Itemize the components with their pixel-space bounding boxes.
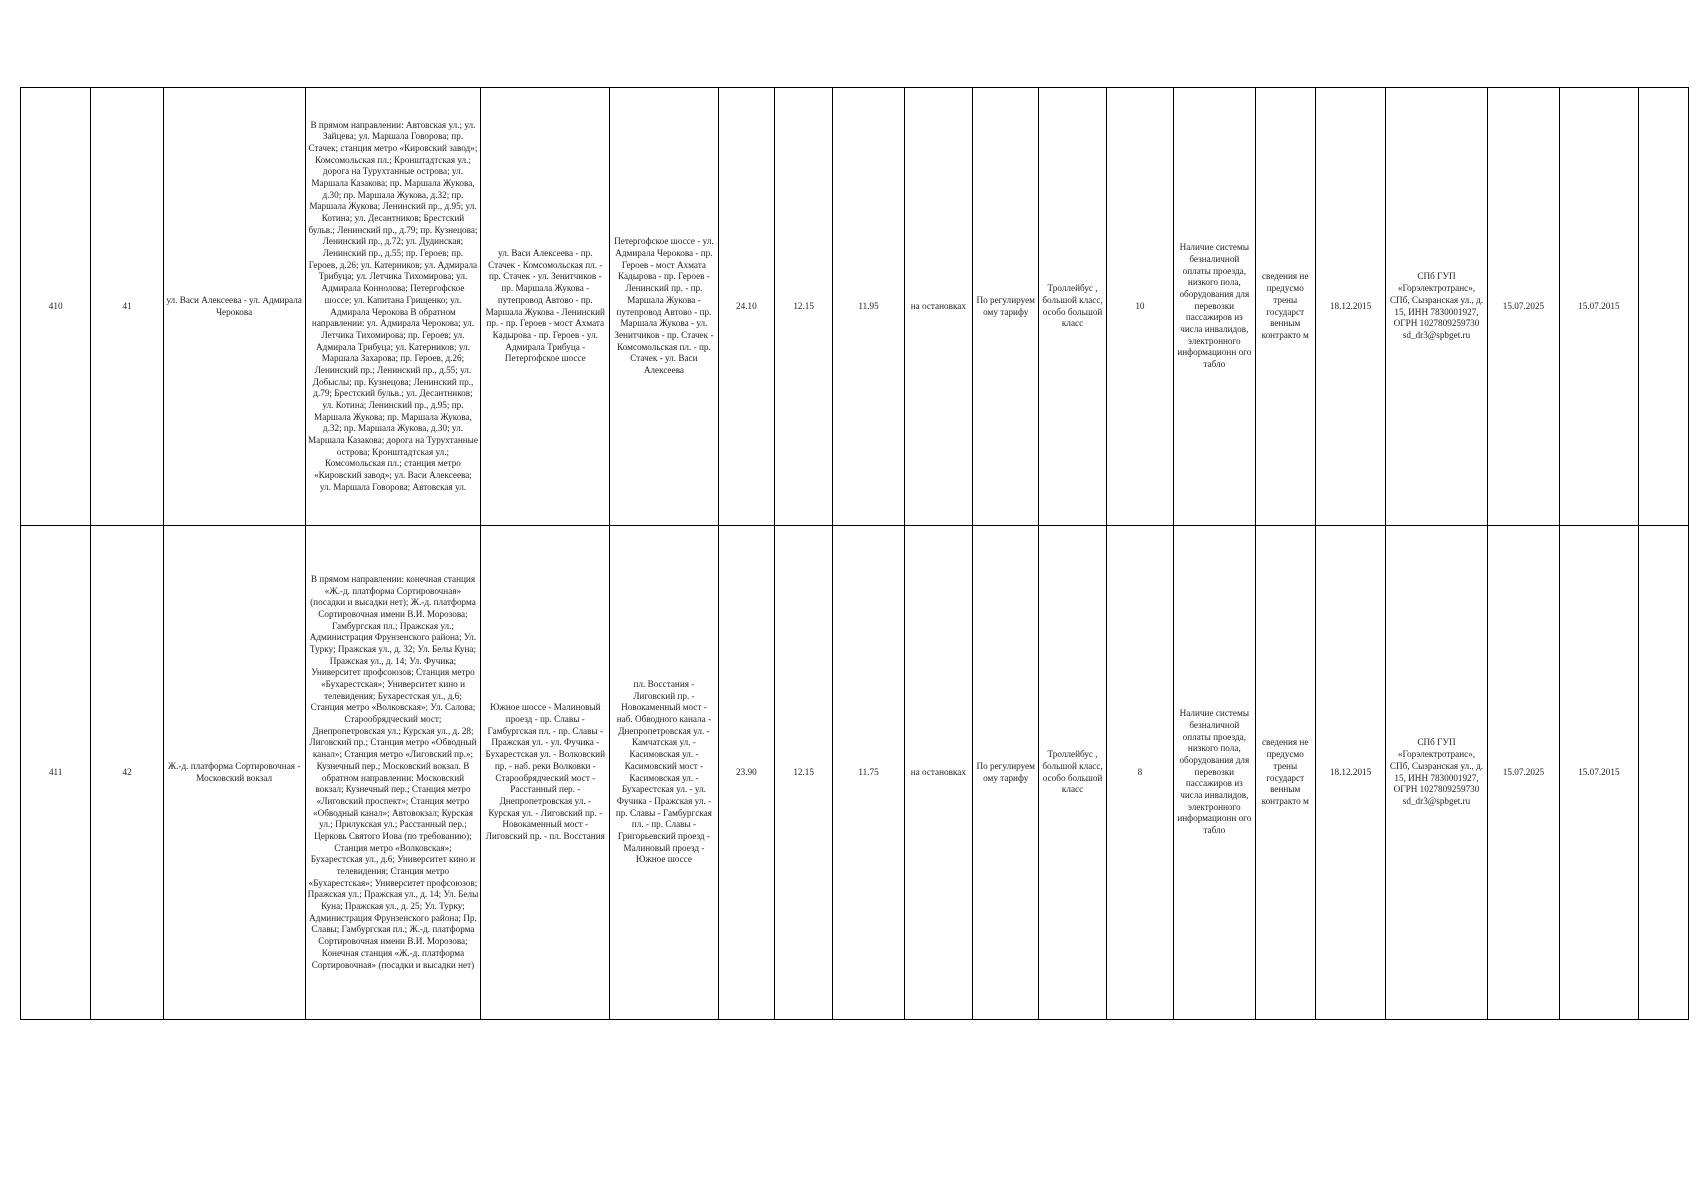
route-length-forward: 12.15	[775, 526, 833, 1020]
route-name: Ж.-д. платформа Сортировочная - Московский вокзал	[163, 526, 305, 1020]
route-length-forward: 12.15	[775, 88, 833, 526]
route-number: 42	[91, 526, 163, 1020]
route-length-total: 23.90	[718, 526, 774, 1020]
vehicle-class: Троллейбус , большой класс, особо большой класс	[1039, 526, 1106, 1020]
contract-info: сведения не предусмо трены государст венным контракто м	[1255, 526, 1315, 1020]
boarding-order: на остановках	[904, 526, 972, 1020]
vehicle-count: 8	[1106, 526, 1173, 1020]
route-streets-forward: ул. Васи Алексеева - пр. Стачек - Комсомольская пл. - пр. Стачек - ул. Зенитчиков - пр. Маршала Жукова - путепровод Автово - пр. Маршала Жукова - Ленинский пр. - пр. Героев - мост Ахмата Кадырова - пр. Героев - ул. Адмирала Трибуца - Петергофское шоссе	[481, 88, 610, 526]
start-date: 18.12.2015	[1315, 526, 1385, 1020]
route-stops: В прямом направлении: Автовская ул.; ул. Зайцева; ул. Маршала Говорова; пр. Стачек; станция метро «Кировский завод»; Комсомольская пл.; Кронштадтская ул.; дорога на Турухтанные острова; ул. Маршала Казакова; пр. Маршала Жукова, д.30; пр. Маршала Жукова, д.32; пр. Маршала Жукова; Ленинский пр., д.95; ул. Котина; ул. Десантников; Брестский бульв.; Ленинский пр., д.79; пр. Кузнецова; Ленинский пр., д.72; ул. Дудинская; Ленинский пр., д.55; пр. Героев; пр. Героев, д.26; ул. Катерников; ул. Адмирала Трибуца; ул. Летчика Тихомирова; ул. Адмирала Коннолова; Петергофское шоссе; ул. Капитана Грищенко; ул. Адмирала Черокова В обратном направлении: ул. Адмирала Черокова; ул. Летчика Тихомирова; пр. Героев; ул. Адмирала Трибуца; ул. Катерников; ул. Маршала Захарова; пр. Героев, д.26; Ленинский пр.; Ленинский пр., д.55; ул. Добыслы; пр. Кузнецова; Ленинский пр., д.79; Брестский бульв.; ул. Десантников; ул. Котина; Ленинский пр., д.95; пр. Маршала Жукова; пр. Маршала Жукова, д.32; пр. Маршала Жукова, д.30; ул. Маршала Казакова; дорога на Турухтанные острова; Кронштадтская ул.; Комсомольская пл.; станция метро «Кировский завод»; ул. Васи Алексеева; ул. Маршала Говорова; Автовская ул.	[305, 88, 481, 526]
vehicle-count: 10	[1106, 88, 1173, 526]
route-streets-forward: Южное шоссе - Малиновый проезд - пр. Славы - Гамбургская пл. - пр. Славы - Пражская ул. - ул. Фучика - Бухарестская ул. - Волковский пр. - наб. реки Волковки - Старообрядческий мост - Расстанный пер. - Днепропетровская ул. - Курская ул. - Лиговский пр. - Новокаменный мост - Лиговский пр. - пл. Восстания	[481, 526, 610, 1020]
date-cell: 15.07.2025	[1487, 526, 1559, 1020]
route-length-total: 24.10	[718, 88, 774, 526]
carrier-info: СПб ГУП «Горэлектротранс», СПб, Сызранская ул., д. 15, ИНН 7830001927, ОГРН 1027809259730 sd_dr3@spbget.ru	[1386, 526, 1488, 1020]
empty-cell	[1638, 526, 1688, 1020]
vehicle-class: Троллейбус , большой класс, особо большой класс	[1039, 88, 1106, 526]
tariff-type: По регулируем ому тарифу	[973, 88, 1039, 526]
route-length-backward: 11.95	[833, 88, 904, 526]
date-cell: 15.07.2015	[1560, 88, 1638, 526]
date-cell: 15.07.2015	[1560, 526, 1638, 1020]
route-number: 41	[91, 88, 163, 526]
route-stops: В прямом направлении: конечная станция «Ж.-д. платформа Сортировочная» (посадки и высадки нет); Ж.-д. платформа Сортировочная имени В.И. Морозова; Гамбургская пл.; Пражская ул.; Администрация Фрунзенского района; Ул. Турку; Пражская ул., д. 32; Ул. Белы Куна; Пражская ул., д. 14; Ул. Фучика; Университет профсоюзов; Станция метро «Бухарестская»; Университет кино и телевидения; Бухарестская ул., д.6; Станция метро «Волковская»; Ул. Салова; Старообрядческий мост; Днепропетровская ул.; Курская ул., д. 28; Лиговский пр.; Станция метро «Обводный канал»; Станция метро «Лиговский пр.»; Кузнечный пер.; Московский вокзал. В обратном направлении: Московский вокзал; Кузнечный пер.; Станция метро «Лиговский проспект»; Станция метро «Обводный канал»; Автовокзал; Курская ул.; Прилукская ул.; Расстанный пер.; Церковь Святого Иова (по требованию); Станция метро «Волковская»; Бухарестская ул., д.6; Университет кино и телевидения; Станция метро «Бухарестская»; Университет профсоюзов; Пражская ул.; Пражская ул., д. 14; Ул. Белы Куна; Пражская ул., д. 25; Ул. Турку; Администрация Фрунзенского района; Пр. Славы; Гамбургская пл.; Ж.-д. платформа Сортировочная имени В.И. Морозова; Конечная станция «Ж.-д. платформа Сортировочная» (посадки и высадки нет)	[305, 526, 481, 1020]
contract-info: сведения не предусмо трены государст венным контракто м	[1255, 88, 1315, 526]
date-cell: 15.07.2025	[1487, 88, 1559, 526]
tariff-type: По регулируем ому тарифу	[973, 526, 1039, 1020]
carrier-info: СПб ГУП «Горэлектротранс», СПб, Сызранская ул., д. 15, ИНН 7830001927, ОГРН 1027809259730 sd_dr3@spbget.ru	[1386, 88, 1488, 526]
route-name: ул. Васи Алексеева - ул. Адмирала Черокова	[163, 88, 305, 526]
registry-number: 411	[21, 526, 91, 1020]
vehicle-features: Наличие системы безналичной оплаты проезда, низкого пола, оборудования для перевозки пассажиров из числа инвалидов, электронного информационн ого табло	[1174, 88, 1255, 526]
registry-number: 410	[21, 88, 91, 526]
route-register-table	[20, 87, 1689, 1020]
vehicle-features: Наличие системы безналичной оплаты проезда, низкого пола, оборудования для перевозки пассажиров из числа инвалидов, электронного информационн ого табло	[1174, 526, 1255, 1020]
route-length-backward: 11.75	[833, 526, 904, 1020]
route-streets-backward: Петергофское шоссе - ул. Адмирала Черокова - пр. Героев - мост Ахмата Кадырова - пр. Героев - Ленинский пр. - пр. Маршала Жукова - путепровод Автово - пр. Маршала Жукова - ул. Зенитчиков - пр. Стачек - Комсомольская пл. - пр. Стачек - ул. Васи Алексеева	[610, 88, 719, 526]
table-row	[21, 526, 1689, 1020]
table-row	[21, 88, 1689, 526]
start-date: 18.12.2015	[1315, 88, 1385, 526]
empty-cell	[1638, 88, 1688, 526]
boarding-order: на остановках	[904, 88, 972, 526]
route-streets-backward: пл. Восстания - Лиговский пр. - Новокаменный мост - наб. Обводного канала - Днепропетровская ул. - Камчатская ул. - Касимовская ул. - Касимовский мост - Касимовская ул. - Бухарестская ул. - ул. Фучика - Пражская ул. - пр. Славы - Гамбургская пл. - пр. Славы - Григорьевский проезд - Малиновый проезд - Южное шоссе	[610, 526, 719, 1020]
